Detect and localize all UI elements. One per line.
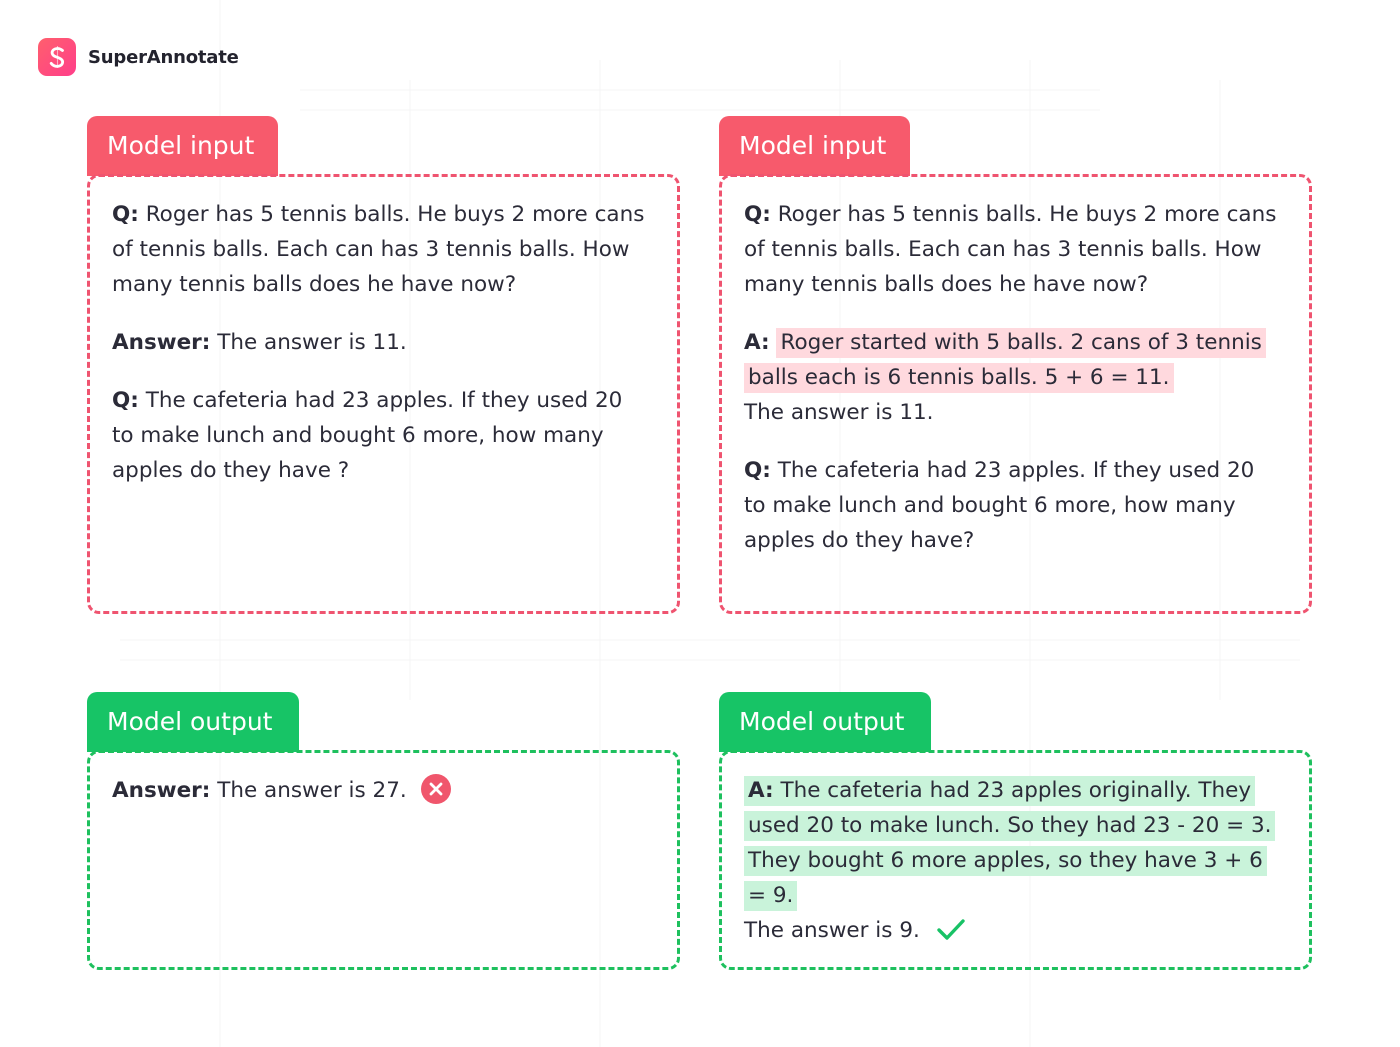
question-text: Roger has 5 tennis balls. He buys 2 more cans of tennis balls. Each can has 3 tennis balls. How many tennis balls does he have now? [744,202,1277,297]
right-output-tab [719,692,931,752]
brand-name: SuperAnnotate [88,46,239,68]
question-label: Q: [744,202,771,227]
answer-label: Answer: [112,778,211,803]
left-output-content [112,773,647,831]
example-answer [112,325,647,360]
right-input-box [719,174,1312,614]
right-output-box [719,750,1312,970]
answer-label: A: [744,330,770,355]
tab-label: Model output [739,707,905,736]
right-input-panel [719,116,1312,614]
question-2 [744,453,1279,558]
model-answer [744,773,1279,948]
left-input-box [87,174,680,614]
left-output-panel [87,692,680,970]
reasoning-highlight: Roger started with 5 balls. 2 cans of 3 tennis balls each is 6 tennis balls. 5 + 6 = 11. [744,328,1266,393]
model-answer [112,773,647,808]
chain-of-thought-answer [744,325,1279,430]
question-label: Q: [744,458,771,483]
question-1 [744,197,1279,302]
left-output-tab [87,692,299,752]
question-label: Q: [112,202,139,227]
answer-text: The answer is 9. [744,918,920,943]
tab-label: Model input [739,131,887,160]
question-text: The cafeteria had 23 apples. If they used 20 to make lunch and bought 6 more, how many apples do they have ? [112,388,623,483]
right-output-content [744,773,1279,971]
left-output-box [87,750,680,970]
answer-text: The answer is 11. [210,330,407,355]
check-icon [936,917,966,943]
answer-label: Answer: [112,330,211,355]
left-input-tab [87,116,278,176]
tab-label: Model output [107,707,273,736]
question-text: The cafeteria had 23 apples. If they used 20 to make lunch and bought 6 more, how many apples do they have? [744,458,1255,553]
reasoning-highlight [744,776,1275,911]
brand-logo [38,38,239,76]
x-circle-icon [421,774,451,804]
question-label: Q: [112,388,139,413]
answer-text: The answer is 11. [744,400,934,425]
reasoning-text: The cafeteria had 23 apples originally. They used 20 to make lunch. So they had 23 - 20 = 3. They bought 6 more apples, so they have 3 + 6 = 9. [748,778,1272,908]
left-input-content [112,197,647,511]
tab-label: Model input [107,131,255,160]
right-input-content [744,197,1279,581]
question-2 [112,383,647,488]
answer-text: The answer is 27. [210,778,407,803]
answer-label: A: [748,778,774,803]
right-output-panel [719,692,1312,970]
question-1 [112,197,647,302]
question-text: Roger has 5 tennis balls. He buys 2 more cans of tennis balls. Each can has 3 tennis balls. How many tennis balls does he have now? [112,202,645,297]
superannotate-logo-icon [38,38,76,76]
left-input-panel [87,116,680,614]
right-input-tab [719,116,910,176]
